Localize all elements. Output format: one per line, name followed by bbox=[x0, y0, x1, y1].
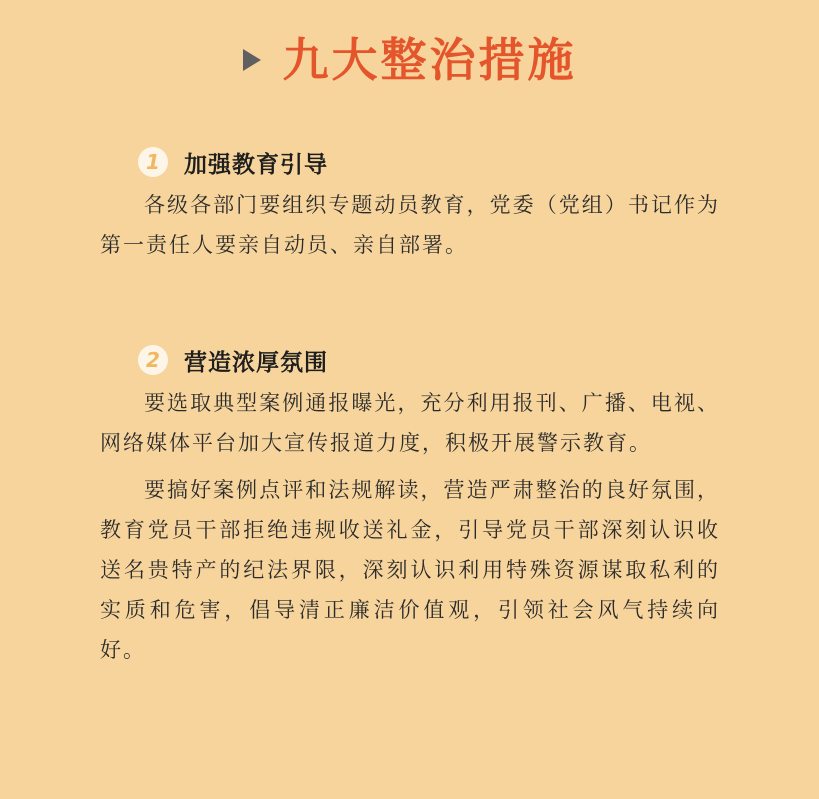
section-paragraph: 要选取典型案例通报曝光，充分利用报刊、广播、电视、网络媒体平台加大宣传报道力度，积极开展警示教育。 bbox=[100, 391, 720, 455]
page-title: 九大整治措施 bbox=[282, 33, 577, 87]
triangle-arrow-icon bbox=[243, 49, 261, 71]
number-badge-icon bbox=[138, 345, 168, 375]
section-title: 营造浓厚氛围 bbox=[184, 349, 328, 376]
number-badge-icon bbox=[138, 147, 168, 177]
section-heading bbox=[138, 142, 720, 182]
section-paragraph: 各级各部门要组织专题动员教育，党委（党组）书记作为第一责任人要亲自动员、亲自部署。 bbox=[100, 193, 720, 257]
section-atmosphere bbox=[100, 340, 720, 670]
section-title: 加强教育引导 bbox=[184, 151, 328, 178]
section-paragraph: 要搞好案例点评和法规解读，营造严肃整治的良好氛围，教育党员干部拒绝违规收送礼金，引导党员干部深刻认识收送名贵特产的纪法界限，深刻认识利用特殊资源谋取私利的实质和危害，倡导清正廉洁价值观，引领社会风气持续向好。 bbox=[100, 478, 720, 662]
section-number: 1 bbox=[146, 150, 160, 174]
section-number: 2 bbox=[146, 348, 160, 372]
header bbox=[0, 30, 819, 90]
section-education bbox=[100, 142, 720, 265]
section-heading bbox=[138, 340, 720, 380]
